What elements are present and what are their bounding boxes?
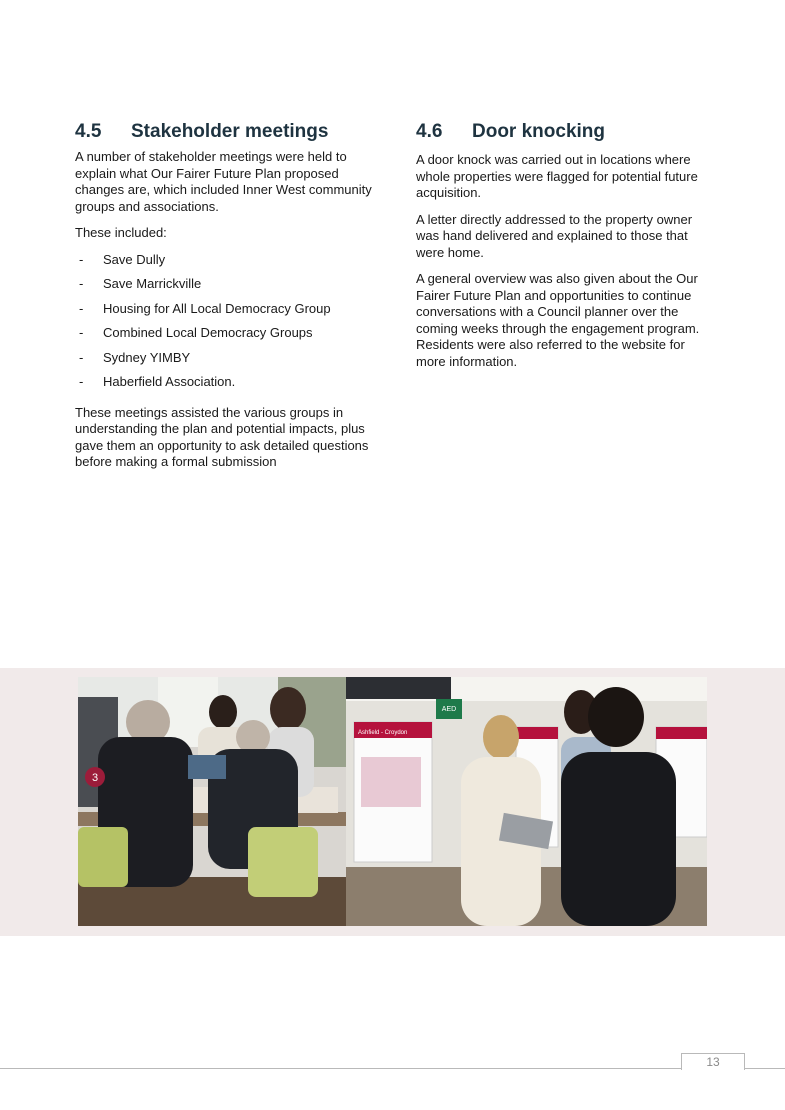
section-door-knocking: [416, 121, 716, 380]
dash-bullet: -: [79, 349, 84, 365]
photo-band: [0, 668, 785, 936]
page-number: 13: [681, 1053, 745, 1070]
section-heading: [416, 121, 716, 143]
dash-bullet: -: [79, 374, 84, 389]
dash-bullet: -: [79, 325, 84, 340]
section-number: 4.5: [75, 121, 102, 142]
photo-badge: 3: [91, 772, 99, 784]
list-item: - Save Marrickville: [75, 276, 375, 301]
dash-bullet: -: [79, 276, 84, 291]
footer-rule: [0, 1068, 785, 1069]
paragraph: A letter directly addressed to the property owner was hand delivered and explained to those that were home.: [416, 211, 693, 260]
aed-sign: AED: [441, 706, 457, 713]
section-heading: [75, 121, 375, 143]
list-item: - Save Dully: [75, 252, 375, 277]
list-item: - Sydney YIMBY: [75, 350, 375, 375]
door-knocking-photo: [346, 677, 707, 926]
dash-bullet: -: [79, 300, 84, 316]
list-lead: These included:: [75, 225, 167, 240]
list-item: - Housing for All Local Democracy Group: [75, 301, 375, 326]
dash-bullet: -: [79, 251, 84, 267]
list-item: - Haberfield Association.: [75, 374, 375, 399]
list-item: - Combined Local Democracy Groups: [75, 325, 375, 350]
paragraph: A door knock was carried out in locations where whole properties were flagged for potential future acquisition.: [416, 152, 698, 200]
section-title: Door knocking: [472, 121, 606, 142]
section-title: Stakeholder meetings: [131, 121, 329, 142]
section-stakeholder-meetings: [75, 121, 375, 481]
paragraph: A general overview was also given about the Our Fairer Future Plan and opportunities to continue conversations with a Council planner over the coming weeks through the engagement program. Residents were also referred to the website for more information.: [416, 271, 700, 369]
closing-paragraph: These meetings assisted the various groups in understanding the plan and potential impacts, plus gave them an opportunity to ask detailed questions before making a formal submission: [75, 404, 369, 469]
stakeholder-list: [75, 252, 375, 399]
poster-title: Ashfield - Croydon: [358, 730, 408, 736]
meeting-photo: [78, 677, 346, 926]
intro-paragraph: A number of stakeholder meetings were held to explain what Our Fairer Future Plan proposed changes are, which included Inner West community groups and associations.: [75, 149, 372, 214]
section-number: 4.6: [416, 121, 443, 142]
